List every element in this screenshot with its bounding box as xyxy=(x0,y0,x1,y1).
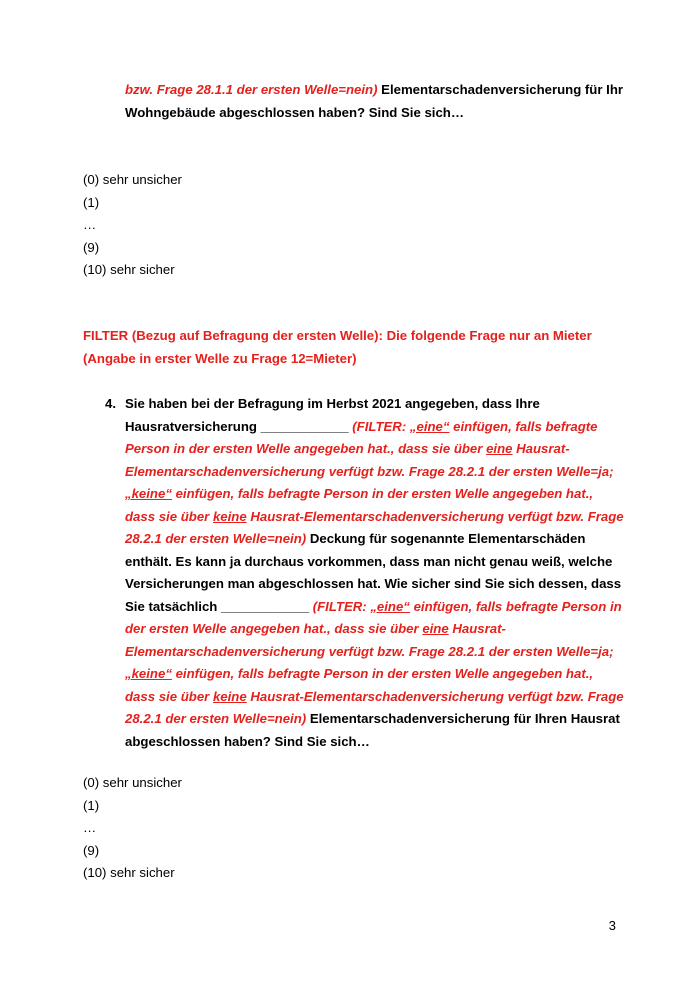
scale-option: (9) xyxy=(83,239,100,255)
question-4 xyxy=(125,393,625,753)
question-text: Deckung für sogenannte Elementarschäden enthält. Es kann ja durchaus vorkommen, dass man nicht genau weiß, welche Versicherungen man abgeschlossen hat. Wie sicher sind Sie sich dessen, dass Sie tatsächlich ____________ xyxy=(125,531,622,614)
answer-scale-2 xyxy=(83,772,182,885)
scale-option: (0) sehr unsicher xyxy=(83,172,182,187)
question-text: Sie haben bei der Befragung im Herbst 2021 angegeben, dass Ihre Hausratversicherung ____________ xyxy=(125,396,540,434)
question-text: Elementarschadenversicherung für Ihren Hausrat abgeschlossen haben? Sind Sie sich… xyxy=(125,711,620,749)
filter-text: (FILTER: „eine“ einfügen, falls befragte Person in der ersten Welle angegeben hat., dass sie über eine Hausrat-Elementarschadenversicherung verfügt bzw. Frage 28.2.1 der ersten Welle=ja; „keine“ einfügen, falls befragte Person in der ersten Welle angegeben hat., dass sie über keine Hausrat-Elementarschadenversicherung verfügt bzw. Frage 28.2.1 der ersten Welle=nein) xyxy=(125,418,624,546)
scale-option: (1) xyxy=(83,797,100,813)
question-number: 4. xyxy=(105,396,116,411)
question-continuation xyxy=(125,79,625,124)
answer-scale-1 xyxy=(83,169,182,282)
scale-option: (10) sehr sicher xyxy=(83,262,175,277)
scale-option: (9) xyxy=(83,842,100,858)
filter-text: (FILTER: „eine“ einfügen, falls befragte Person in der ersten Welle angegeben hat., dass sie über eine Hausrat-Elementarschadenversicherung verfügt bzw. Frage 28.2.1 der ersten Welle=ja; „keine“ einfügen, falls befragte Person in der ersten Welle angegeben hat., dass sie über keine Hausrat-Elementarschadenversicherung verfügt bzw. Frage 28.2.1 der ersten Welle=nein) xyxy=(125,598,624,726)
filter-note: FILTER (Bezug auf Befragung der ersten Welle): Die folgende Frage nur an Mieter (Angabe in erster Welle zu Frage 12=Mieter) xyxy=(83,328,592,366)
question-text: Elementarschadenversicherung für Ihr Wohngebäude abgeschlossen haben? Sind Sie sich… xyxy=(125,82,624,120)
scale-option: … xyxy=(83,820,97,835)
scale-option: … xyxy=(83,217,97,232)
scale-option: (1) xyxy=(83,194,100,210)
scale-option: (10) sehr sicher xyxy=(83,865,175,880)
page-number: 3 xyxy=(608,918,616,933)
scale-option: (0) sehr unsicher xyxy=(83,775,182,790)
filter-text: bzw. Frage 28.1.1 der ersten Welle=nein) xyxy=(125,82,378,97)
